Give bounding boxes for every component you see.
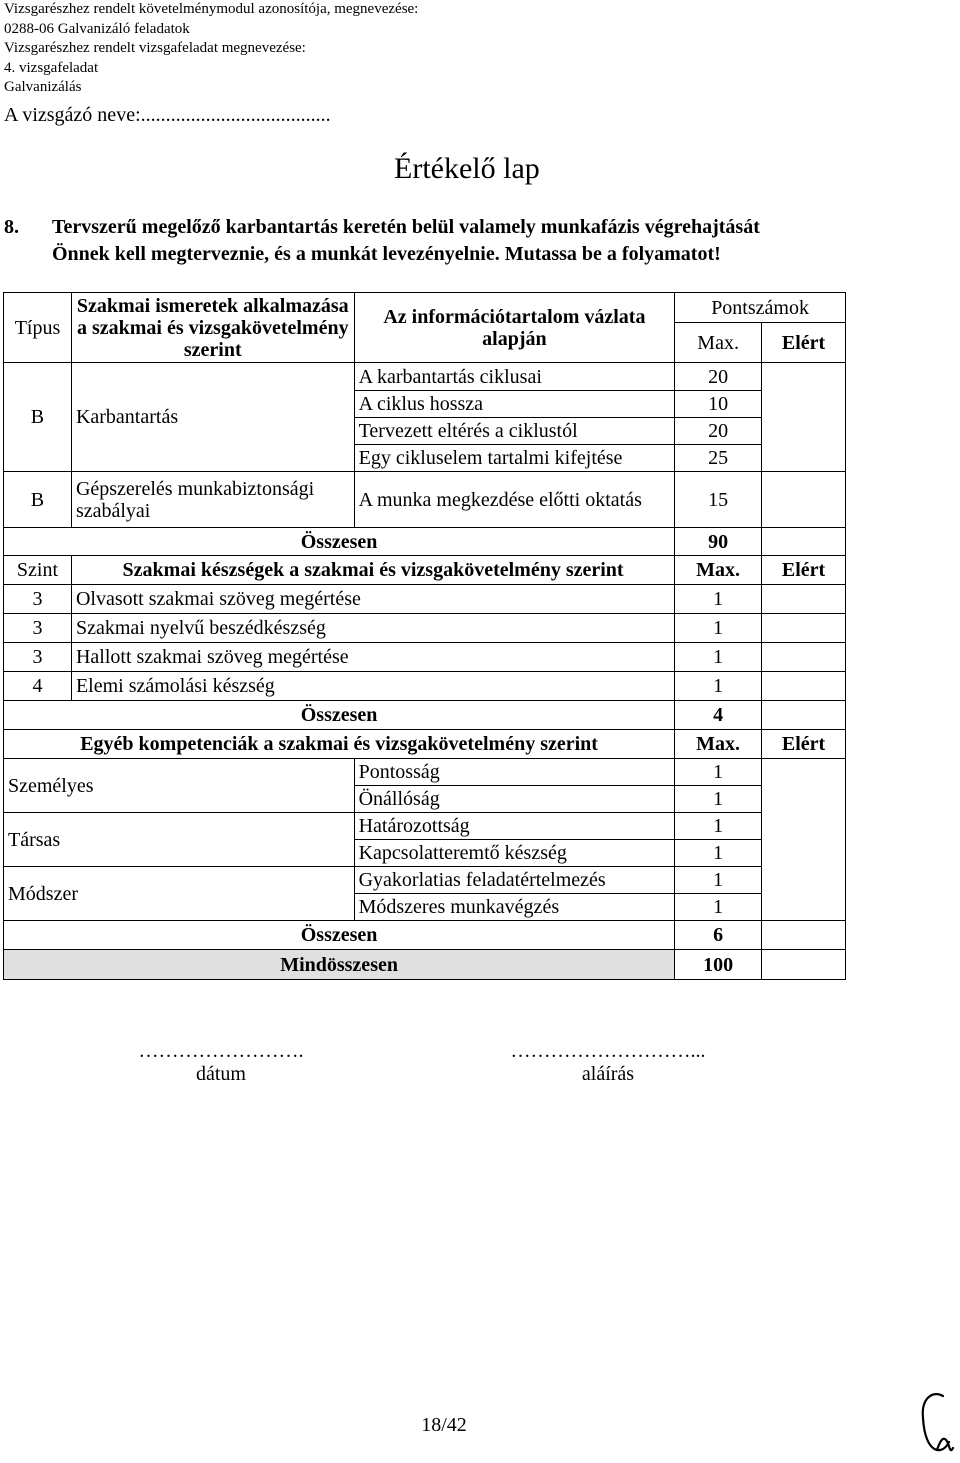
col-header-tipus: Típus: [4, 293, 72, 363]
table-row: [4, 813, 846, 840]
col-header-informaciotartalom: Az információtartalom vázlata alapján: [354, 293, 675, 363]
table-row: [4, 472, 846, 528]
signature-label: aláírás: [581, 1063, 635, 1085]
col-header-szint: Szint: [4, 556, 72, 585]
total-achieved-cell[interactable]: [762, 921, 846, 950]
max-points: 20: [675, 418, 762, 445]
max-points: 1: [675, 786, 762, 813]
topic-cell: Karbantartás: [71, 363, 354, 472]
achieved-points-cell[interactable]: [762, 363, 846, 472]
page-header: [4, 0, 418, 98]
info-item: Egy cikluselem tartalmi kifejtése: [354, 445, 675, 472]
table-row-total: [4, 528, 846, 556]
competence-item: Kapcsolatteremtő készség: [354, 840, 675, 867]
task-description: [4, 214, 760, 268]
skill-cell: Hallott szakmai szöveg megértése: [71, 643, 674, 672]
date-dots: …………………….: [138, 1040, 304, 1062]
col-header-egyeb-kompetenciak: Egyéb kompetenciák a szakmai és vizsgakövetelmény szerint: [4, 730, 675, 759]
szint-cell: 3: [4, 585, 72, 614]
achieved-points-cell[interactable]: [762, 643, 846, 672]
info-item: A karbantartás ciklusai: [354, 363, 675, 391]
max-points: 1: [675, 894, 762, 921]
skill-cell: Olvasott szakmai szöveg megértése: [71, 585, 674, 614]
max-points: 1: [675, 867, 762, 894]
grand-total-label: Mindösszesen: [4, 950, 675, 980]
col-header-max: Max.: [675, 556, 762, 585]
total-label: Összesen: [4, 701, 675, 730]
total-max: 90: [675, 528, 762, 556]
table-row: [4, 614, 846, 643]
achieved-points-cell[interactable]: [762, 672, 846, 701]
date-block: [96, 1040, 346, 1086]
task-text-line2: Önnek kell megterveznie, és a munkát levezényelnie. Mutassa be a folyamatot!: [52, 243, 721, 265]
header-line: Vizsgarészhez rendelt vizsgafeladat megnevezése:: [4, 40, 306, 57]
info-item: Tervezett eltérés a ciklustól: [354, 418, 675, 445]
grand-total-max: 100: [675, 950, 762, 980]
date-label: dátum: [196, 1063, 246, 1085]
table-row-total: [4, 921, 846, 950]
col-header-szakmai-keszsegek: Szakmai készségek a szakmai és vizsgakövetelmény szerint: [71, 556, 674, 585]
table-row: [4, 759, 846, 786]
szint-cell: 3: [4, 614, 72, 643]
competence-item: Önállóság: [354, 786, 675, 813]
total-label: Összesen: [4, 528, 675, 556]
signature-block: [478, 1040, 738, 1086]
max-points: 15: [675, 472, 762, 528]
achieved-points-cell[interactable]: [762, 472, 846, 528]
task-text-line1: Tervszerű megelőző karbantartás keretén belül valamely munkafázis végrehajtását: [52, 216, 760, 238]
table-row: [4, 585, 846, 614]
table-row: [4, 867, 846, 894]
table-row-total: [4, 701, 846, 730]
competence-group: Társas: [4, 813, 355, 867]
tipus-cell: B: [4, 363, 72, 472]
achieved-points-cell[interactable]: [762, 759, 846, 921]
szint-cell: 4: [4, 672, 72, 701]
examinee-name-line: A vizsgázó neve:......................................: [4, 104, 331, 126]
col-header-pontszamok: Pontszámok: [675, 293, 846, 323]
info-item: A ciklus hossza: [354, 391, 675, 418]
table-row: [4, 672, 846, 701]
col-header-szakmai-ismeretek: Szakmai ismeretek alkalmazása a szakmai és vizsgakövetelmény szerint: [71, 293, 354, 363]
header-line: 4. vizsgafeladat: [4, 59, 99, 76]
achieved-points-cell[interactable]: [762, 585, 846, 614]
competence-item: Határozottság: [354, 813, 675, 840]
competence-group: Módszer: [4, 867, 355, 921]
max-points: 20: [675, 363, 762, 391]
skill-cell: Szakmai nyelvű beszédkészség: [71, 614, 674, 643]
total-achieved-cell[interactable]: [762, 701, 846, 730]
max-points: 1: [675, 813, 762, 840]
table-row-grand-total: [4, 950, 846, 980]
total-label: Összesen: [4, 921, 675, 950]
competence-item: Gyakorlatias feladatértelmezés: [354, 867, 675, 894]
col-header-elert: Elért: [762, 730, 846, 759]
page-number: 18/42: [421, 1414, 467, 1436]
competence-item: Pontosság: [354, 759, 675, 786]
max-points: 1: [675, 840, 762, 867]
szint-cell: 3: [4, 643, 72, 672]
header-line: 0288-06 Galvanizáló feladatok: [4, 20, 190, 37]
col-header-elert: Elért: [762, 323, 846, 363]
max-points: 1: [675, 672, 762, 701]
max-points: 1: [675, 643, 762, 672]
total-max: 4: [675, 701, 762, 730]
evaluation-table: [3, 292, 846, 980]
table-row: [4, 363, 846, 391]
total-achieved-cell[interactable]: [762, 528, 846, 556]
skill-cell: Elemi számolási készség: [71, 672, 674, 701]
page-title: Értékelő lap: [394, 152, 540, 185]
max-points: 1: [675, 585, 762, 614]
handwritten-initial-icon: [915, 1388, 955, 1458]
task-number: 8.: [4, 216, 19, 238]
col-header-max: Max.: [675, 323, 762, 363]
signature-dots: ………………………...: [510, 1040, 706, 1062]
achieved-points-cell[interactable]: [762, 614, 846, 643]
col-header-elert: Elért: [762, 556, 846, 585]
max-points: 25: [675, 445, 762, 472]
header-line: Galvanizálás: [4, 79, 82, 96]
competence-group: Személyes: [4, 759, 355, 813]
competence-item: Módszeres munkavégzés: [354, 894, 675, 921]
max-points: 10: [675, 391, 762, 418]
info-item: A munka megkezdése előtti oktatás: [354, 472, 675, 528]
total-max: 6: [675, 921, 762, 950]
topic-cell: Gépszerelés munkabiztonsági szabályai: [71, 472, 354, 528]
max-points: 1: [675, 614, 762, 643]
table-row: [4, 643, 846, 672]
tipus-cell: B: [4, 472, 72, 528]
col-header-max: Max.: [675, 730, 762, 759]
max-points: 1: [675, 759, 762, 786]
header-line: Vizsgarészhez rendelt követelménymodul azonosítója, megnevezése:: [4, 1, 419, 17]
grand-total-achieved-cell[interactable]: [762, 950, 846, 980]
